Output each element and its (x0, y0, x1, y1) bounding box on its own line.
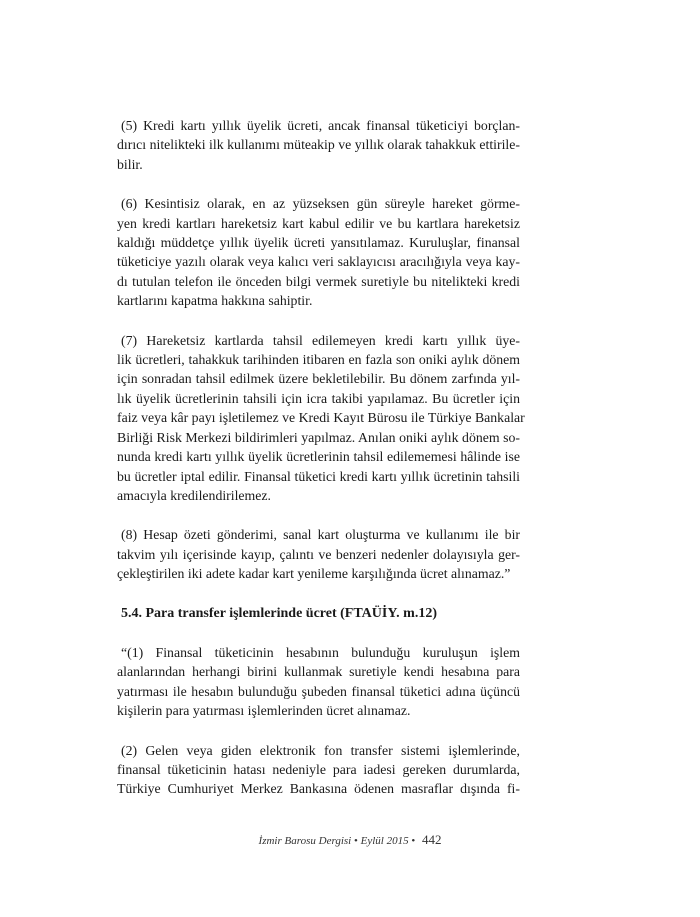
paragraph-line: dırıcı nitelikteki ilk kullanımı müteakip ve yıllık olarak tahakkuk ettirile- (117, 137, 520, 153)
paragraph-6 (117, 194, 520, 310)
paragraph-line: alanlarından herhangi birini kullanmak suretiyle kendi hesabına para (117, 664, 520, 680)
paragraph-line: lık üyelik ücretlerinin tahsili için icra takibi yapılamaz. Bu ücretler için (117, 390, 520, 406)
page-content (117, 116, 525, 799)
paragraph-line: kaldığı müddetçe yıllık üyelik ücreti yansıtılamaz. Kuruluşlar, finansal (117, 235, 520, 251)
paragraph-line: lik ücretleri, tahakkuk tarihinden itibaren en fazla son oniki aylık dönem (117, 352, 520, 368)
paragraph-line: finansal tüketicinin hatası nedeniyle para iadesi gereken durumlarda, (117, 761, 520, 777)
paragraph-5 (117, 116, 520, 174)
paragraph-line: (8) Hesap özeti gönderimi, sanal kart oluşturma ve kullanımı ile bir (121, 527, 520, 543)
paragraph-line: çekleştirilen iki adete kadar kart yenileme karşılığında ücret alınamaz.” (117, 566, 511, 582)
paragraph-line: bilir. (117, 156, 143, 172)
paragraph-q2 (117, 741, 520, 799)
paragraph-line: dı tutulan telefon ile önceden bilgi vermek suretiyle bu nitelikteki kredi (117, 273, 520, 289)
journal-name: İzmir Barosu Dergisi (258, 835, 352, 847)
paragraph-line: “(1) Finansal tüketicinin hesabının bulunduğu kuruluşun işlem (121, 644, 520, 660)
section-heading: 5.4. Para transfer işlemlerinde ücret (FTAÜİY. m.12) (121, 605, 437, 621)
paragraph-line: takvim yılı içerisinde kayıp, çalıntı ve benzeri nedenler dolayısıyla ger- (117, 546, 520, 562)
paragraph-line: kartlarını kapatma hakkına sahiptir. (117, 293, 313, 309)
paragraph-line: faiz veya kâr payı işletilemez ve Kredi Kayıt Bürosu ile Türkiye Bankalar (117, 410, 525, 426)
paragraph-line: yatırması ile hesabın bulunduğu şubeden finansal tüketici adına üçüncü (117, 683, 520, 699)
paragraph-q1 (117, 643, 520, 721)
paragraph-line: Türkiye Cumhuriyet Merkez Bankasına ödenen masraflar dışında fi- (117, 781, 520, 797)
footer-separator: • (411, 835, 416, 847)
paragraph-line: tüketiciye yazılı olarak veya kalıcı veri saklayıcısı aracılığıyla veya kay- (117, 254, 520, 270)
paragraph-line: nunda kredi kartı yıllık üyelik ücretlerinin tahsil edilememesi hâlinde ise (117, 449, 520, 465)
page-footer (0, 832, 700, 848)
footer-separator: • (354, 835, 358, 847)
paragraph-line: amacıyla kredilendirilemez. (117, 487, 271, 503)
paragraph-line: Birliği Risk Merkezi bildirimleri yapılmaz. Anılan oniki aylık dönem so- (117, 429, 520, 445)
paragraph-line: için sonradan tahsil edilmek üzere bekletilebilir. Bu dönem zarfında yıl- (117, 371, 520, 387)
paragraph-line: (2) Gelen veya giden elektronik fon transfer sistemi işlemlerinde, (121, 742, 520, 758)
journal-issue: Eylül 2015 (360, 835, 409, 847)
paragraph-line: (5) Kredi kartı yıllık üyelik ücreti, ancak finansal tüketiciyi borçlan- (121, 118, 520, 133)
page-number: 442 (421, 832, 442, 847)
paragraph-line: (7) Hareketsiz kartlarda tahsil edilemeyen kredi kartı yıllık üye- (121, 332, 520, 348)
paragraph-8 (117, 525, 520, 583)
paragraph-line: yen kredi kartları hareketsiz kart kabul edilir ve bu kartlara hareketsiz (117, 215, 520, 231)
paragraph-line: (6) Kesintisiz olarak, en az yüzseksen gün süreyle hareket görme- (121, 196, 520, 212)
paragraph-line: bu ücretler iptal edilir. Finansal tüketici kredi kartı yıllık ücretinin tahsili (117, 468, 520, 484)
paragraph-line: kişilerin para yatırması işlemlerinden ücret alınamaz. (117, 703, 411, 719)
paragraph-7 (117, 331, 525, 506)
